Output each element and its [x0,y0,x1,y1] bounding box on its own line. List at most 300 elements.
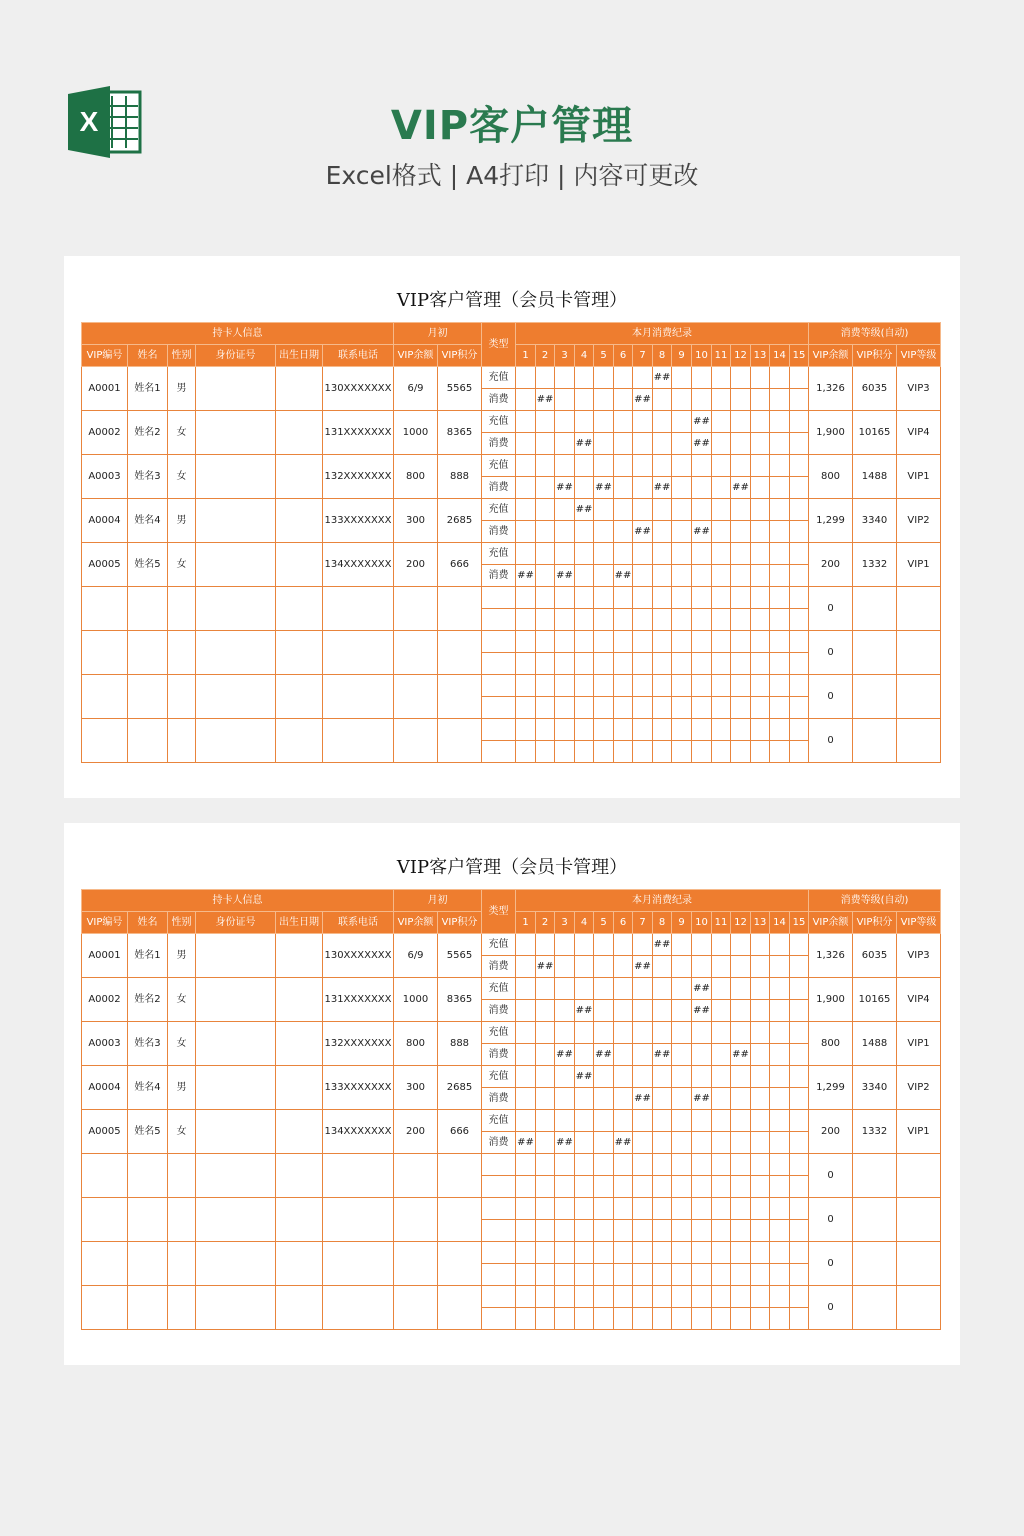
cell-gender[interactable] [168,719,196,763]
cell-points[interactable] [438,1286,482,1330]
cell-consume-day[interactable] [672,389,692,411]
cell-consume-day[interactable] [692,1264,712,1286]
cell-recharge-day[interactable] [790,978,809,1000]
cell-recharge-day[interactable] [712,499,731,521]
cell-id[interactable] [82,1154,128,1198]
cell-consume-day[interactable] [770,1264,790,1286]
cell-recharge-day[interactable] [751,1022,770,1044]
cell-consume-day[interactable] [653,1088,672,1110]
cell-recharge-day[interactable] [594,1286,614,1308]
cell-birth[interactable] [276,1066,323,1110]
cell-consume-day[interactable] [536,1176,555,1198]
cell-consume-day[interactable] [575,1220,594,1242]
cell-recharge-day[interactable] [731,455,751,477]
cell-recharge-day[interactable] [575,1286,594,1308]
cell-consume-day[interactable] [555,1088,575,1110]
cell-points[interactable]: 5565 [438,367,482,411]
cell-recharge-day[interactable] [731,1022,751,1044]
cell-recharge-day[interactable]: ## [653,934,672,956]
cell-consume-day[interactable] [516,956,536,978]
cell-consume-day[interactable] [751,609,770,631]
cell-recharge-day[interactable] [770,455,790,477]
cell-consume-day[interactable] [575,1132,594,1154]
cell-consume-day[interactable] [614,433,633,455]
cell-idcard[interactable] [196,675,276,719]
cell-recharge-day[interactable] [751,367,770,389]
cell-recharge-day[interactable] [536,631,555,653]
cell-consume-day[interactable] [594,433,614,455]
cell-recharge-day[interactable] [770,1066,790,1088]
cell-consume-day[interactable] [672,565,692,587]
cell-consume-day[interactable] [614,521,633,543]
cell-consume-day[interactable] [790,609,809,631]
cell-gender[interactable] [168,1154,196,1198]
cell-recharge-day[interactable] [555,719,575,741]
cell-recharge-day[interactable] [692,499,712,521]
cell-consume-day[interactable] [712,1308,731,1330]
cell-consume-day[interactable] [516,1176,536,1198]
cell-consume-day[interactable] [614,1088,633,1110]
cell-consume-day[interactable] [653,1132,672,1154]
cell-recharge-day[interactable] [692,719,712,741]
cell-consume-day[interactable] [614,1000,633,1022]
cell-consume-day[interactable] [731,1088,751,1110]
cell-gender[interactable]: 女 [168,411,196,455]
cell-phone[interactable]: 131XXXXXXX [323,978,394,1022]
cell-consume-day[interactable] [692,741,712,763]
cell-recharge-day[interactable] [594,367,614,389]
cell-recharge-day[interactable] [516,1286,536,1308]
cell-consume-day[interactable] [672,697,692,719]
cell-name[interactable]: 姓名3 [128,1022,168,1066]
cell-consume-day[interactable]: ## [575,433,594,455]
cell-consume-day[interactable] [536,609,555,631]
cell-recharge-day[interactable] [614,587,633,609]
cell-balance[interactable]: 300 [394,499,438,543]
cell-consume-day[interactable] [614,609,633,631]
cell-recharge-day[interactable] [712,455,731,477]
cell-consume-day[interactable] [790,565,809,587]
cell-recharge-day[interactable] [672,675,692,697]
cell-recharge-day[interactable] [614,1022,633,1044]
cell-points[interactable] [438,587,482,631]
cell-name[interactable] [128,631,168,675]
cell-id[interactable]: A0003 [82,1022,128,1066]
cell-recharge-day[interactable] [712,1154,731,1176]
cell-consume-day[interactable] [790,1264,809,1286]
cell-phone[interactable] [323,1242,394,1286]
cell-recharge-day[interactable] [633,367,653,389]
cell-recharge-day[interactable] [633,1110,653,1132]
cell-recharge-day[interactable] [751,719,770,741]
cell-consume-day[interactable] [555,521,575,543]
cell-recharge-day[interactable] [790,1154,809,1176]
cell-consume-day[interactable] [653,1264,672,1286]
cell-consume-day[interactable] [712,741,731,763]
cell-consume-day[interactable] [692,1044,712,1066]
cell-consume-day[interactable]: ## [692,521,712,543]
cell-recharge-day[interactable] [692,543,712,565]
cell-recharge-day[interactable] [692,631,712,653]
cell-points[interactable] [438,675,482,719]
cell-balance[interactable] [394,1242,438,1286]
cell-name[interactable] [128,719,168,763]
cell-recharge-day[interactable] [692,1154,712,1176]
cell-consume-day[interactable] [516,477,536,499]
cell-recharge-day[interactable] [790,719,809,741]
cell-gender[interactable]: 女 [168,1022,196,1066]
cell-name[interactable]: 姓名1 [128,934,168,978]
cell-recharge-day[interactable] [633,1242,653,1264]
cell-recharge-day[interactable] [672,934,692,956]
cell-recharge-day[interactable] [633,543,653,565]
cell-recharge-day[interactable] [731,1198,751,1220]
cell-recharge-day[interactable] [731,1242,751,1264]
cell-recharge-day[interactable] [516,1198,536,1220]
cell-consume-day[interactable] [575,565,594,587]
cell-birth[interactable] [276,411,323,455]
cell-consume-day[interactable] [672,956,692,978]
cell-id[interactable] [82,675,128,719]
cell-consume-day[interactable] [672,477,692,499]
cell-consume-day[interactable] [751,741,770,763]
cell-recharge-day[interactable] [536,1154,555,1176]
cell-consume-day[interactable] [516,1220,536,1242]
cell-recharge-day[interactable] [536,499,555,521]
cell-name[interactable]: 姓名4 [128,499,168,543]
cell-recharge-day[interactable] [770,499,790,521]
cell-recharge-day[interactable] [672,978,692,1000]
cell-recharge-day[interactable] [633,1198,653,1220]
cell-recharge-day[interactable] [653,499,672,521]
cell-birth[interactable] [276,1242,323,1286]
cell-consume-day[interactable] [653,956,672,978]
cell-recharge-day[interactable] [555,631,575,653]
cell-consume-day[interactable] [712,1088,731,1110]
cell-consume-day[interactable] [633,1176,653,1198]
cell-recharge-day[interactable] [770,675,790,697]
cell-recharge-day[interactable] [712,587,731,609]
cell-id[interactable]: A0001 [82,934,128,978]
cell-recharge-day[interactable] [751,934,770,956]
cell-recharge-day[interactable] [614,675,633,697]
cell-recharge-day[interactable] [653,1286,672,1308]
cell-consume-day[interactable] [712,521,731,543]
cell-idcard[interactable] [196,543,276,587]
cell-name[interactable]: 姓名2 [128,411,168,455]
cell-balance[interactable]: 300 [394,1066,438,1110]
cell-consume-day[interactable] [731,741,751,763]
cell-consume-day[interactable] [790,741,809,763]
cell-recharge-day[interactable] [536,1110,555,1132]
cell-consume-day[interactable] [712,433,731,455]
cell-phone[interactable]: 131XXXXXXX [323,411,394,455]
cell-consume-day[interactable] [770,653,790,675]
cell-consume-day[interactable] [731,565,751,587]
cell-balance[interactable]: 1000 [394,978,438,1022]
cell-consume-day[interactable] [516,609,536,631]
cell-recharge-day[interactable] [594,934,614,956]
cell-birth[interactable] [276,1154,323,1198]
cell-recharge-day[interactable] [575,367,594,389]
cell-consume-day[interactable] [731,1264,751,1286]
cell-birth[interactable] [276,499,323,543]
cell-recharge-day[interactable] [575,719,594,741]
cell-recharge-day[interactable] [790,1022,809,1044]
cell-consume-day[interactable] [672,1044,692,1066]
cell-consume-day[interactable] [594,565,614,587]
cell-recharge-day[interactable] [731,1066,751,1088]
cell-recharge-day[interactable] [790,631,809,653]
cell-consume-day[interactable] [594,741,614,763]
cell-recharge-day[interactable]: ## [653,367,672,389]
cell-recharge-day[interactable] [594,1110,614,1132]
cell-recharge-day[interactable] [575,543,594,565]
cell-recharge-day[interactable] [770,934,790,956]
cell-recharge-day[interactable] [731,543,751,565]
cell-points[interactable] [438,1154,482,1198]
cell-recharge-day[interactable] [653,543,672,565]
cell-name[interactable]: 姓名4 [128,1066,168,1110]
cell-recharge-day[interactable] [770,1110,790,1132]
cell-recharge-day[interactable] [672,1286,692,1308]
cell-recharge-day[interactable] [751,411,770,433]
cell-id[interactable] [82,587,128,631]
cell-consume-day[interactable] [614,389,633,411]
cell-consume-day[interactable] [555,433,575,455]
cell-recharge-day[interactable] [712,1066,731,1088]
cell-birth[interactable] [276,631,323,675]
cell-consume-day[interactable] [633,1000,653,1022]
cell-consume-day[interactable] [770,609,790,631]
cell-consume-day[interactable] [731,653,751,675]
cell-recharge-day[interactable] [790,1286,809,1308]
cell-consume-day[interactable] [751,1220,770,1242]
cell-recharge-day[interactable] [751,631,770,653]
cell-consume-day[interactable] [790,956,809,978]
cell-consume-day[interactable] [536,1000,555,1022]
cell-balance[interactable]: 1000 [394,411,438,455]
cell-consume-day[interactable] [770,565,790,587]
cell-recharge-day[interactable] [575,675,594,697]
cell-recharge-day[interactable] [731,411,751,433]
cell-recharge-day[interactable] [770,543,790,565]
cell-consume-day[interactable] [731,1308,751,1330]
cell-recharge-day[interactable] [731,499,751,521]
cell-gender[interactable] [168,675,196,719]
cell-recharge-day[interactable] [770,411,790,433]
cell-recharge-day[interactable] [692,934,712,956]
cell-recharge-day[interactable] [672,543,692,565]
cell-recharge-day[interactable] [712,675,731,697]
cell-recharge-day[interactable] [594,631,614,653]
cell-consume-day[interactable] [633,1264,653,1286]
cell-recharge-day[interactable] [594,543,614,565]
cell-idcard[interactable] [196,631,276,675]
cell-recharge-day[interactable] [516,411,536,433]
cell-id[interactable] [82,1198,128,1242]
cell-phone[interactable] [323,675,394,719]
cell-recharge-day[interactable] [712,631,731,653]
cell-consume-day[interactable] [633,741,653,763]
cell-recharge-day[interactable] [731,675,751,697]
cell-recharge-day[interactable] [712,934,731,956]
cell-recharge-day[interactable] [790,1242,809,1264]
cell-consume-day[interactable] [653,565,672,587]
cell-birth[interactable] [276,587,323,631]
cell-recharge-day[interactable] [692,1242,712,1264]
cell-idcard[interactable] [196,934,276,978]
cell-consume-day[interactable] [594,1000,614,1022]
cell-phone[interactable] [323,1154,394,1198]
cell-consume-day[interactable] [555,741,575,763]
cell-recharge-day[interactable] [790,411,809,433]
cell-id[interactable] [82,1242,128,1286]
cell-consume-day[interactable]: ## [555,1044,575,1066]
cell-consume-day[interactable]: ## [633,521,653,543]
cell-id[interactable]: A0002 [82,978,128,1022]
cell-consume-day[interactable] [712,1220,731,1242]
cell-id[interactable] [82,1286,128,1330]
cell-recharge-day[interactable] [672,1022,692,1044]
cell-recharge-day[interactable] [614,455,633,477]
cell-recharge-day[interactable] [653,719,672,741]
cell-recharge-day[interactable] [770,1154,790,1176]
cell-recharge-day[interactable]: ## [692,978,712,1000]
cell-consume-day[interactable] [672,1088,692,1110]
cell-consume-day[interactable] [731,1176,751,1198]
cell-recharge-day[interactable] [594,675,614,697]
cell-consume-day[interactable]: ## [555,477,575,499]
cell-balance[interactable] [394,675,438,719]
cell-phone[interactable] [323,587,394,631]
cell-consume-day[interactable] [575,389,594,411]
cell-consume-day[interactable] [672,741,692,763]
cell-recharge-day[interactable] [633,411,653,433]
cell-consume-day[interactable] [790,1044,809,1066]
cell-recharge-day[interactable] [536,1198,555,1220]
cell-recharge-day[interactable] [555,543,575,565]
cell-recharge-day[interactable] [516,1110,536,1132]
cell-consume-day[interactable] [790,1132,809,1154]
cell-recharge-day[interactable] [555,1286,575,1308]
cell-consume-day[interactable] [751,697,770,719]
cell-gender[interactable]: 男 [168,499,196,543]
cell-recharge-day[interactable] [516,675,536,697]
cell-recharge-day[interactable] [633,455,653,477]
cell-phone[interactable]: 133XXXXXXX [323,499,394,543]
cell-gender[interactable] [168,587,196,631]
cell-recharge-day[interactable] [555,587,575,609]
cell-phone[interactable] [323,719,394,763]
cell-recharge-day[interactable] [516,1154,536,1176]
cell-consume-day[interactable] [536,697,555,719]
cell-consume-day[interactable] [614,1176,633,1198]
cell-consume-day[interactable] [731,433,751,455]
cell-recharge-day[interactable] [555,978,575,1000]
cell-recharge-day[interactable] [672,587,692,609]
cell-recharge-day[interactable] [731,934,751,956]
cell-consume-day[interactable] [555,956,575,978]
cell-consume-day[interactable] [653,521,672,543]
cell-recharge-day[interactable] [770,978,790,1000]
cell-consume-day[interactable]: ## [692,433,712,455]
cell-phone[interactable]: 132XXXXXXX [323,455,394,499]
cell-consume-day[interactable] [692,477,712,499]
cell-consume-day[interactable] [672,521,692,543]
cell-recharge-day[interactable] [770,719,790,741]
cell-idcard[interactable] [196,978,276,1022]
cell-consume-day[interactable] [594,1132,614,1154]
cell-gender[interactable] [168,1198,196,1242]
cell-idcard[interactable] [196,499,276,543]
cell-consume-day[interactable] [633,477,653,499]
cell-recharge-day[interactable] [536,367,555,389]
cell-recharge-day[interactable] [653,978,672,1000]
cell-balance[interactable] [394,719,438,763]
cell-recharge-day[interactable] [575,411,594,433]
cell-idcard[interactable] [196,1110,276,1154]
cell-consume-day[interactable] [575,1088,594,1110]
cell-recharge-day[interactable] [575,1198,594,1220]
cell-recharge-day[interactable]: ## [575,499,594,521]
cell-points[interactable]: 8365 [438,978,482,1022]
cell-consume-day[interactable] [633,1044,653,1066]
cell-idcard[interactable] [196,1242,276,1286]
cell-recharge-day[interactable] [633,719,653,741]
cell-recharge-day[interactable] [594,719,614,741]
cell-consume-day[interactable] [653,1308,672,1330]
cell-recharge-day[interactable] [575,455,594,477]
cell-consume-day[interactable] [692,609,712,631]
cell-recharge-day[interactable] [672,455,692,477]
cell-recharge-day[interactable] [751,1242,770,1264]
cell-consume-day[interactable] [731,389,751,411]
cell-idcard[interactable] [196,1066,276,1110]
cell-consume-day[interactable]: ## [575,1000,594,1022]
cell-consume-day[interactable] [575,1044,594,1066]
cell-consume-day[interactable]: ## [653,477,672,499]
cell-consume-day[interactable]: ## [536,389,555,411]
cell-recharge-day[interactable] [751,499,770,521]
cell-consume-day[interactable] [594,956,614,978]
cell-phone[interactable] [323,1198,394,1242]
cell-consume-day[interactable]: ## [594,1044,614,1066]
cell-recharge-day[interactable] [555,367,575,389]
cell-recharge-day[interactable] [555,1154,575,1176]
cell-consume-day[interactable] [731,521,751,543]
cell-phone[interactable] [323,631,394,675]
cell-gender[interactable]: 男 [168,1066,196,1110]
cell-name[interactable] [128,587,168,631]
cell-recharge-day[interactable] [790,934,809,956]
cell-recharge-day[interactable] [575,631,594,653]
cell-idcard[interactable] [196,719,276,763]
cell-consume-day[interactable] [751,565,770,587]
cell-recharge-day[interactable] [614,367,633,389]
cell-consume-day[interactable] [672,1308,692,1330]
cell-consume-day[interactable] [633,1220,653,1242]
cell-recharge-day[interactable] [790,499,809,521]
cell-consume-day[interactable] [770,741,790,763]
cell-recharge-day[interactable] [653,455,672,477]
cell-recharge-day[interactable] [516,1066,536,1088]
cell-idcard[interactable] [196,455,276,499]
cell-consume-day[interactable] [731,1132,751,1154]
cell-recharge-day[interactable] [790,675,809,697]
cell-balance[interactable] [394,1154,438,1198]
cell-consume-day[interactable] [653,1176,672,1198]
